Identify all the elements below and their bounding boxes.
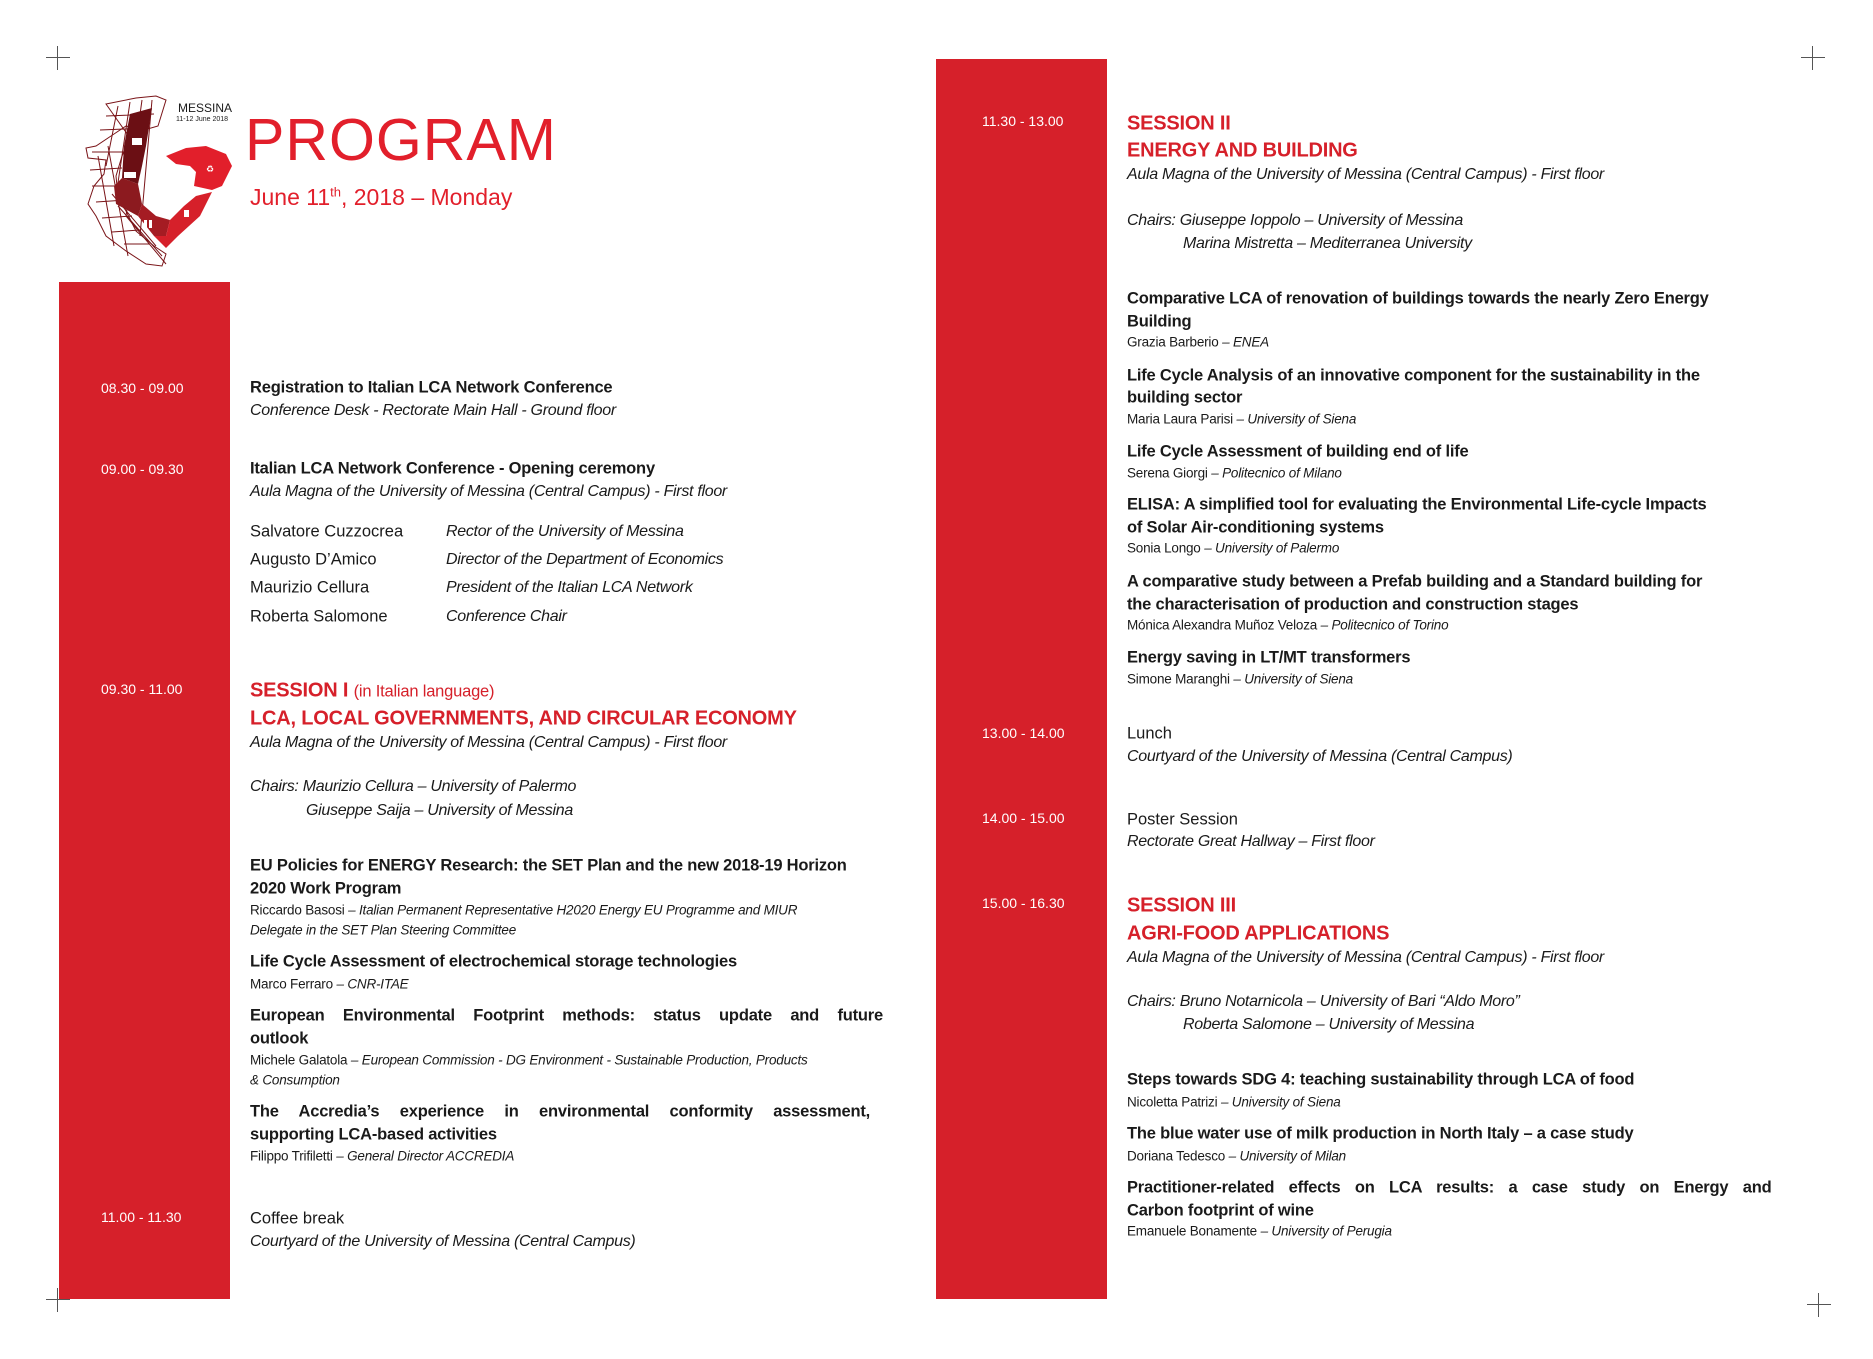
talk-title: ELISA: A simplified tool for evaluating the Environmental Life-cycle Impacts [1127, 495, 1707, 514]
talk-speaker: Sonia Longo – University of Palermo [1127, 540, 1340, 556]
event-title: Lunch [1127, 724, 1172, 743]
speaker-role: President of the Italian LCA Network [446, 579, 693, 596]
event-location: Aula Magna of the University of Messina (Central Campus) - First floor [250, 483, 727, 500]
talk-title: The blue water use of milk production in North Italy – a case study [1127, 1124, 1634, 1143]
talk-speaker: Grazia Barberio – ENEA [1127, 334, 1269, 350]
time-slot: 08.30 - 09.00 [101, 380, 184, 396]
speaker-name: Augusto D’Amico [250, 550, 377, 569]
session-location: Aula Magna of the University of Messina (Central Campus) - First floor [250, 734, 727, 751]
crop-mark-top-right [1801, 46, 1825, 70]
talk-title: Practitioner-related effects on LCA results: a case study on Energy and [1127, 1178, 1772, 1197]
talk-title: European Environmental Footprint methods: status update and future [250, 1006, 883, 1025]
talk-speaker: Riccardo Basosi – Italian Permanent Representative H2020 Energy EU Programme and MIUR [250, 902, 798, 918]
logo-dates: 11-12 June 2018 [176, 116, 229, 123]
talk-title: the characterisation of production and construction stages [1127, 595, 1579, 614]
recycle-icon: ♻ [205, 164, 215, 174]
talk-speaker: Maria Laura Parisi – University of Siena [1127, 411, 1357, 427]
talk-speaker: Filippo Trifiletti – General Director ACCREDIA [250, 1148, 515, 1164]
time-slot: 09.00 - 09.30 [101, 461, 184, 477]
talk-speaker: Nicoletta Patrizi – University of Siena [1127, 1094, 1341, 1110]
talk-speaker: Serena Giorgi – Politecnico of Milano [1127, 465, 1342, 481]
session-title: AGRI-FOOD APPLICATIONS [1127, 922, 1390, 945]
event-date: June 11th, 2018 – Monday [250, 184, 513, 210]
page-title: PROGRAM [245, 107, 557, 173]
talk-speaker: Simone Maranghi – University of Siena [1127, 671, 1353, 687]
talk-title: Life Cycle Assessment of building end of life [1127, 442, 1469, 461]
event-location: Courtyard of the University of Messina (Central Campus) [1127, 748, 1513, 765]
time-slot: 15.00 - 16.30 [982, 895, 1065, 911]
talk-title: Life Cycle Analysis of an innovative component for the sustainability in the [1127, 366, 1700, 385]
session-chairs: Marina Mistretta – Mediterranea University [1183, 235, 1472, 252]
time-slot: 14.00 - 15.00 [982, 810, 1065, 826]
talk-title: outlook [250, 1029, 309, 1048]
talk-title: building sector [1127, 388, 1243, 407]
talk-title: The Accredia’s experience in environmental conformity assessment, [250, 1102, 871, 1121]
speaker-name: Maurizio Cellura [250, 578, 370, 597]
session-chairs: Chairs: Bruno Notarnicola – University of Bari “Aldo Moro” [1127, 993, 1520, 1010]
event-title: Italian LCA Network Conference - Opening ceremony [250, 459, 655, 478]
event-title: Poster Session [1127, 810, 1238, 829]
speaker-role: Director of the Department of Economics [446, 551, 724, 568]
talk-affiliation: & Consumption [250, 1072, 340, 1088]
left-timeline-bar [59, 282, 230, 1299]
talk-title: Energy saving in LT/MT transformers [1127, 648, 1411, 667]
talk-title: Comparative LCA of renovation of buildings towards the nearly Zero Energy [1127, 289, 1709, 308]
session-chairs: Chairs: Maurizio Cellura – University of Palermo [250, 778, 577, 795]
talk-title: 2020 Work Program [250, 879, 402, 898]
time-slot: 11.00 - 11.30 [101, 1209, 182, 1225]
talk-title: A comparative study between a Prefab building and a Standard building for [1127, 572, 1703, 591]
talk-title: Steps towards SDG 4: teaching sustainability through LCA of food [1127, 1070, 1635, 1089]
session-chairs: Roberta Salomone – University of Messina [1183, 1016, 1475, 1033]
session-chairs: Chairs: Giuseppe Ioppolo – University of Messina [1127, 212, 1463, 229]
logo-city: MESSINA [178, 101, 232, 115]
event-location: Rectorate Great Hallway – First floor [1127, 833, 1375, 850]
event-location: Courtyard of the University of Messina (Central Campus) [250, 1233, 636, 1250]
talk-title: of Solar Air-conditioning systems [1127, 518, 1384, 537]
speaker-role: Rector of the University of Messina [446, 523, 684, 540]
right-timeline-bar [936, 59, 1107, 1299]
session-note: (in Italian language) [353, 682, 495, 701]
talk-title: EU Policies for ENERGY Research: the SET Plan and the new 2018-19 Horizon [250, 856, 847, 875]
speaker-name: Roberta Salomone [250, 607, 388, 626]
talk-speaker: Doriana Tedesco – University of Milan [1127, 1148, 1346, 1164]
time-slot: 11.30 - 13.00 [982, 113, 1064, 129]
event-title: Coffee break [250, 1209, 345, 1228]
session-label: SESSION II [1127, 112, 1231, 135]
session-chairs: Giuseppe Saija – University of Messina [306, 802, 573, 819]
speaker-role: Conference Chair [446, 608, 567, 625]
session-title: ENERGY AND BUILDING [1127, 139, 1358, 162]
talk-speaker: Mónica Alexandra Muñoz Veloza – Politecnico of Torino [1127, 617, 1449, 633]
talk-affiliation: Delegate in the SET Plan Steering Committee [250, 922, 517, 938]
talk-speaker: Emanuele Bonamente – University of Perugia [1127, 1223, 1392, 1239]
talk-speaker: Marco Ferraro – CNR-ITAE [250, 976, 409, 992]
session-location: Aula Magna of the University of Messina (Central Campus) - First floor [1127, 166, 1604, 183]
talk-speaker: Michele Galatola – European Commission - DG Environment - Sustainable Production, Products [250, 1052, 808, 1068]
time-slot: 09.30 - 11.00 [101, 681, 183, 697]
session-label: SESSION III [1127, 894, 1236, 917]
crop-mark-top-left [46, 46, 70, 70]
crop-mark-bottom-right [1807, 1293, 1831, 1317]
messina-logo [66, 86, 232, 268]
session-title: LCA, LOCAL GOVERNMENTS, AND CIRCULAR ECONOMY [250, 707, 797, 730]
event-location: Conference Desk - Rectorate Main Hall - Ground floor [250, 402, 616, 419]
talk-title: Building [1127, 312, 1192, 331]
session-label: SESSION I (in Italian language) [250, 679, 495, 702]
speaker-name: Salvatore Cuzzocrea [250, 522, 404, 541]
messina-map-icon [66, 86, 232, 268]
session-location: Aula Magna of the University of Messina (Central Campus) - First floor [1127, 949, 1604, 966]
event-title: Registration to Italian LCA Network Conference [250, 378, 613, 397]
talk-title: Carbon footprint of wine [1127, 1201, 1314, 1220]
talk-title: supporting LCA-based activities [250, 1125, 497, 1144]
talk-title: Life Cycle Assessment of electrochemical storage technologies [250, 952, 737, 971]
time-slot: 13.00 - 14.00 [982, 725, 1065, 741]
